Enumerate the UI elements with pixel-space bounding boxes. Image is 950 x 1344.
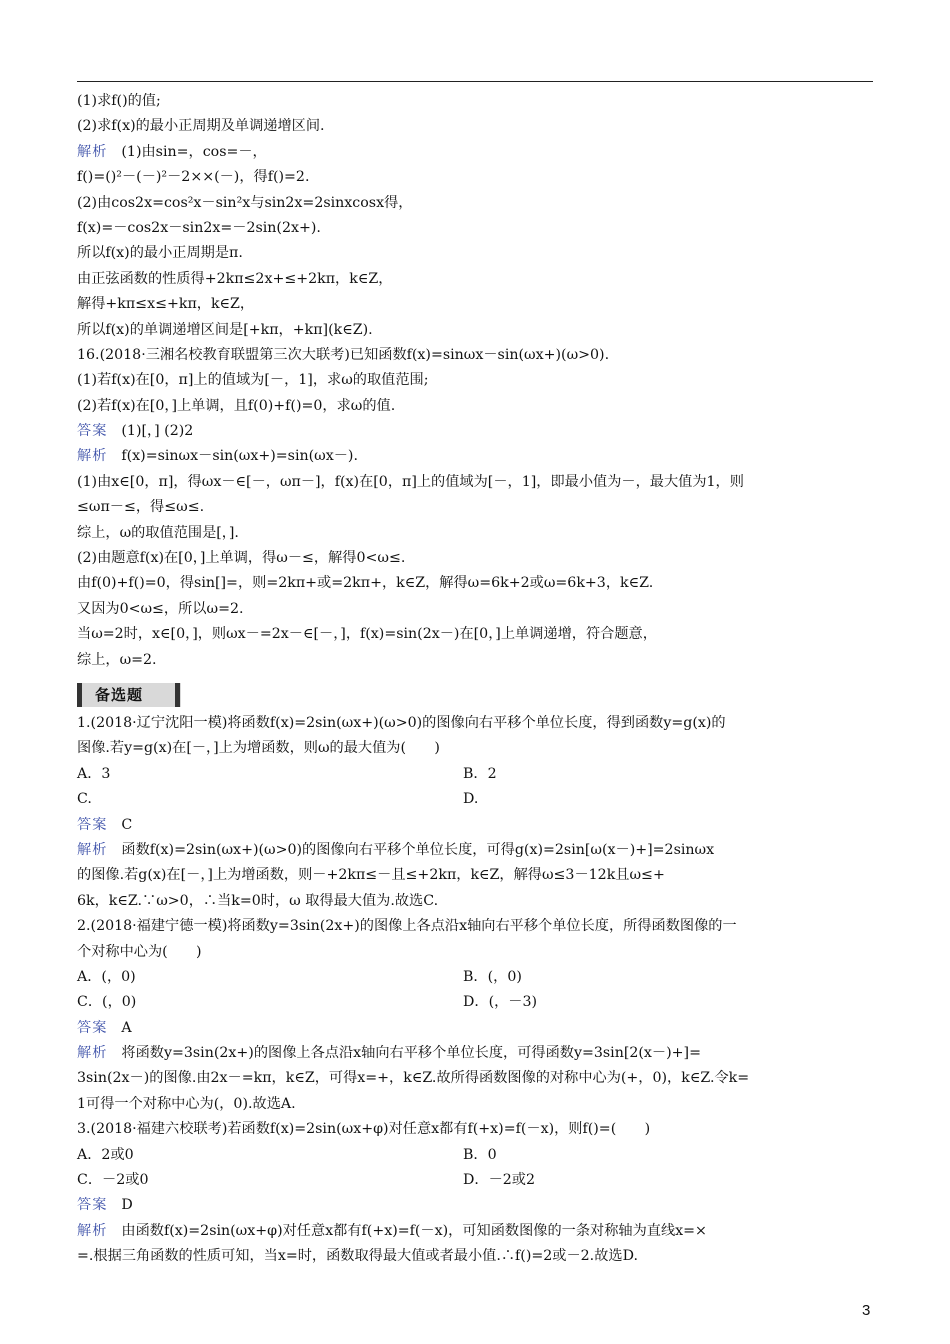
answer-label: 答案 <box>77 423 108 440</box>
option-c: C. <box>77 791 92 808</box>
option-d: D．(，－3) <box>463 994 538 1011</box>
analysis-text: 函数f(x)=2sin(ωx+)(ω>0)的图像向右平移个单位长度，可得g(x)=2sin[ω(x－)+]=2sinωx <box>121 841 715 858</box>
analysis-line <box>77 140 877 165</box>
banner-left-edge <box>77 683 82 707</box>
q2-stem-line: 个对称中心为( ) <box>77 943 202 960</box>
section-title: 备选题 <box>95 685 144 704</box>
answer-text: A <box>121 1019 132 1036</box>
q1-analysis-line: 的图像.若g(x)在[－，]上为增函数，则－+2kπ≤－且≤+2kπ，k∈Z，解得ω≤3－12k且ω≤+ <box>77 867 665 884</box>
q3-options-row <box>77 1168 877 1193</box>
q2-analysis-line: 3sin(2x－)的图像.由2x－=kπ，k∈Z，可得x=+，k∈Z.故所得函数图像的对称中心为(+，0)，k∈Z.令k= <box>77 1070 750 1087</box>
section-banner <box>77 679 877 709</box>
q2-analysis-line <box>77 1041 877 1066</box>
q2-options-row <box>77 990 877 1015</box>
answer-line <box>77 419 877 444</box>
q2-answer-line <box>77 1016 877 1041</box>
text-line: (1)求f()的值; <box>77 93 161 109</box>
page-number: 3 <box>862 1302 871 1319</box>
text-line: (1)由x∈[0，π]，得ωx－∈[－，ωπ－]，f(x)在[0，π]上的值域为[－，1]，即最小值为－，最大值为1，则 <box>77 473 744 490</box>
option-b: B．0 <box>463 1146 497 1163</box>
text-line: f(x)=－cos2x－sin2x=－2sin(2x+). <box>77 219 321 236</box>
option-d: D. <box>463 791 479 808</box>
q3-analysis-line <box>77 1219 877 1244</box>
analysis-line <box>77 444 877 469</box>
option-a: A．3 <box>77 765 111 782</box>
analysis-text: (1)由sin=，cos=－， <box>121 143 267 160</box>
answer-text: D <box>121 1197 133 1214</box>
q1-options-row <box>77 762 877 787</box>
question-16-stem: 16.(2018·三湘名校教育联盟第三次大联考)已知函数f(x)=sinωx－sin(ωx+)(ω>0). <box>77 346 610 363</box>
q1-answer-line <box>77 813 877 838</box>
q1-analysis-line: 6k，k∈Z.∵ω>0，∴当k=0时，ω 取得最大值为.故选C. <box>77 892 439 909</box>
analysis-text: 将函数y=3sin(2x+)的图像上各点沿x轴向右平移个单位长度，可得函数y=3sin[2(x－)+]= <box>121 1045 701 1062</box>
text-line: 综上，ω的取值范围是[，]. <box>77 524 239 541</box>
text-line: (2)由cos2x=cos²x－sin²x与sin2x=2sinxcosx得， <box>77 194 413 211</box>
answer-label: 答案 <box>77 1197 108 1214</box>
text-line: 综上，ω=2. <box>77 651 157 668</box>
answer-text: (1)[，] (2)2 <box>121 423 194 440</box>
header-rule <box>77 81 873 82</box>
answer-label: 答案 <box>77 1019 108 1036</box>
text-line: 所以f(x)的最小正周期是π. <box>77 245 243 262</box>
analysis-label: 解析 <box>77 143 108 160</box>
option-b: B．(，0) <box>463 968 522 985</box>
text-line: ≤ωπ－≤，得≤ω≤. <box>77 499 205 516</box>
q1-options-row <box>77 787 877 812</box>
text-line: (2)求f(x)的最小正周期及单调递增区间. <box>77 118 325 135</box>
answer-text: C <box>121 816 133 833</box>
q2-stem-line: 2.(2018·福建宁德一模)将函数y=3sin(2x+)的图像上各点沿x轴向右平移个单位长度，所得函数图像的一 <box>77 918 737 935</box>
text-line: 解得+kπ≤x≤+kπ，k∈Z， <box>77 296 255 313</box>
option-d: D．－2或2 <box>463 1172 535 1189</box>
text-line: 当ω=2时，x∈[0，]，则ωx－=2x－∈[－，]，f(x)=sin(2x－)在[0，]上单调递增，符合题意， <box>77 626 657 643</box>
text-line: 由正弦函数的性质得+2kπ≤2x+≤+2kπ，k∈Z， <box>77 270 393 287</box>
option-c: C．(，0) <box>77 994 137 1011</box>
q2-options-row <box>77 965 877 990</box>
option-a: A．(，0) <box>77 968 136 985</box>
q1-stem-line: 图像.若y=g(x)在[－，]上为增函数，则ω的最大值为( ) <box>77 740 440 757</box>
text-line: (2)若f(x)在[0，]上单调，且f(0)+f()=0，求ω的值. <box>77 397 396 414</box>
answer-label: 答案 <box>77 816 108 833</box>
text-line: 又因为0<ω≤，所以ω=2. <box>77 600 244 617</box>
q1-analysis-line <box>77 838 877 863</box>
q3-stem-line: 3.(2018·福建六校联考)若函数f(x)=2sin(ωx+φ)对任意x都有f(+x)=f(－x)，则f()=( ) <box>77 1121 651 1138</box>
analysis-label: 解析 <box>77 1222 108 1239</box>
option-c: C．－2或0 <box>77 1172 149 1189</box>
text-line: (2)由题意f(x)在[0，]上单调，得ω－≤，解得0<ω≤. <box>77 550 406 567</box>
q3-answer-line <box>77 1193 877 1218</box>
analysis-label: 解析 <box>77 448 108 465</box>
q2-analysis-line: 1可得一个对称中心为(，0).故选A. <box>77 1095 296 1112</box>
analysis-text: 由函数f(x)=2sin(ωx+φ)对任意x都有f(+x)=f(－x)，可知函数图像的一条对称轴为直线x=× <box>121 1222 707 1239</box>
analysis-text: f(x)=sinωx－sin(ωx+)=sin(ωx－). <box>121 448 358 465</box>
option-b: B．2 <box>463 765 497 782</box>
text-line: (1)若f(x)在[0，π]上的值域为[－，1]，求ω的取值范围; <box>77 372 429 389</box>
text-line: f()=()²－(－)²－2××(－)，得f()=2. <box>77 169 310 186</box>
q3-options-row <box>77 1143 877 1168</box>
text-line: 由f(0)+f()=0，得sin[]=，则=2kπ+或=2kπ+，k∈Z，解得ω=6k+2或ω=6k+3，k∈Z. <box>77 575 654 592</box>
q1-stem-line: 1.(2018·辽宁沈阳一模)将函数f(x)=2sin(ωx+)(ω>0)的图像向右平移个单位长度，得到函数y=g(x)的 <box>77 714 726 731</box>
analysis-label: 解析 <box>77 841 108 858</box>
q3-analysis-line: =.根据三角函数的性质可知，当x=时，函数取得最大值或者最小值.∴f()=2或－2.故选D. <box>77 1248 638 1265</box>
banner-right-edge <box>175 683 180 707</box>
page-body <box>77 89 877 1270</box>
option-a: A．2或0 <box>77 1146 134 1163</box>
analysis-label: 解析 <box>77 1045 108 1062</box>
text-line: 所以f(x)的单调递增区间是[+kπ，+kπ](k∈Z). <box>77 321 373 338</box>
